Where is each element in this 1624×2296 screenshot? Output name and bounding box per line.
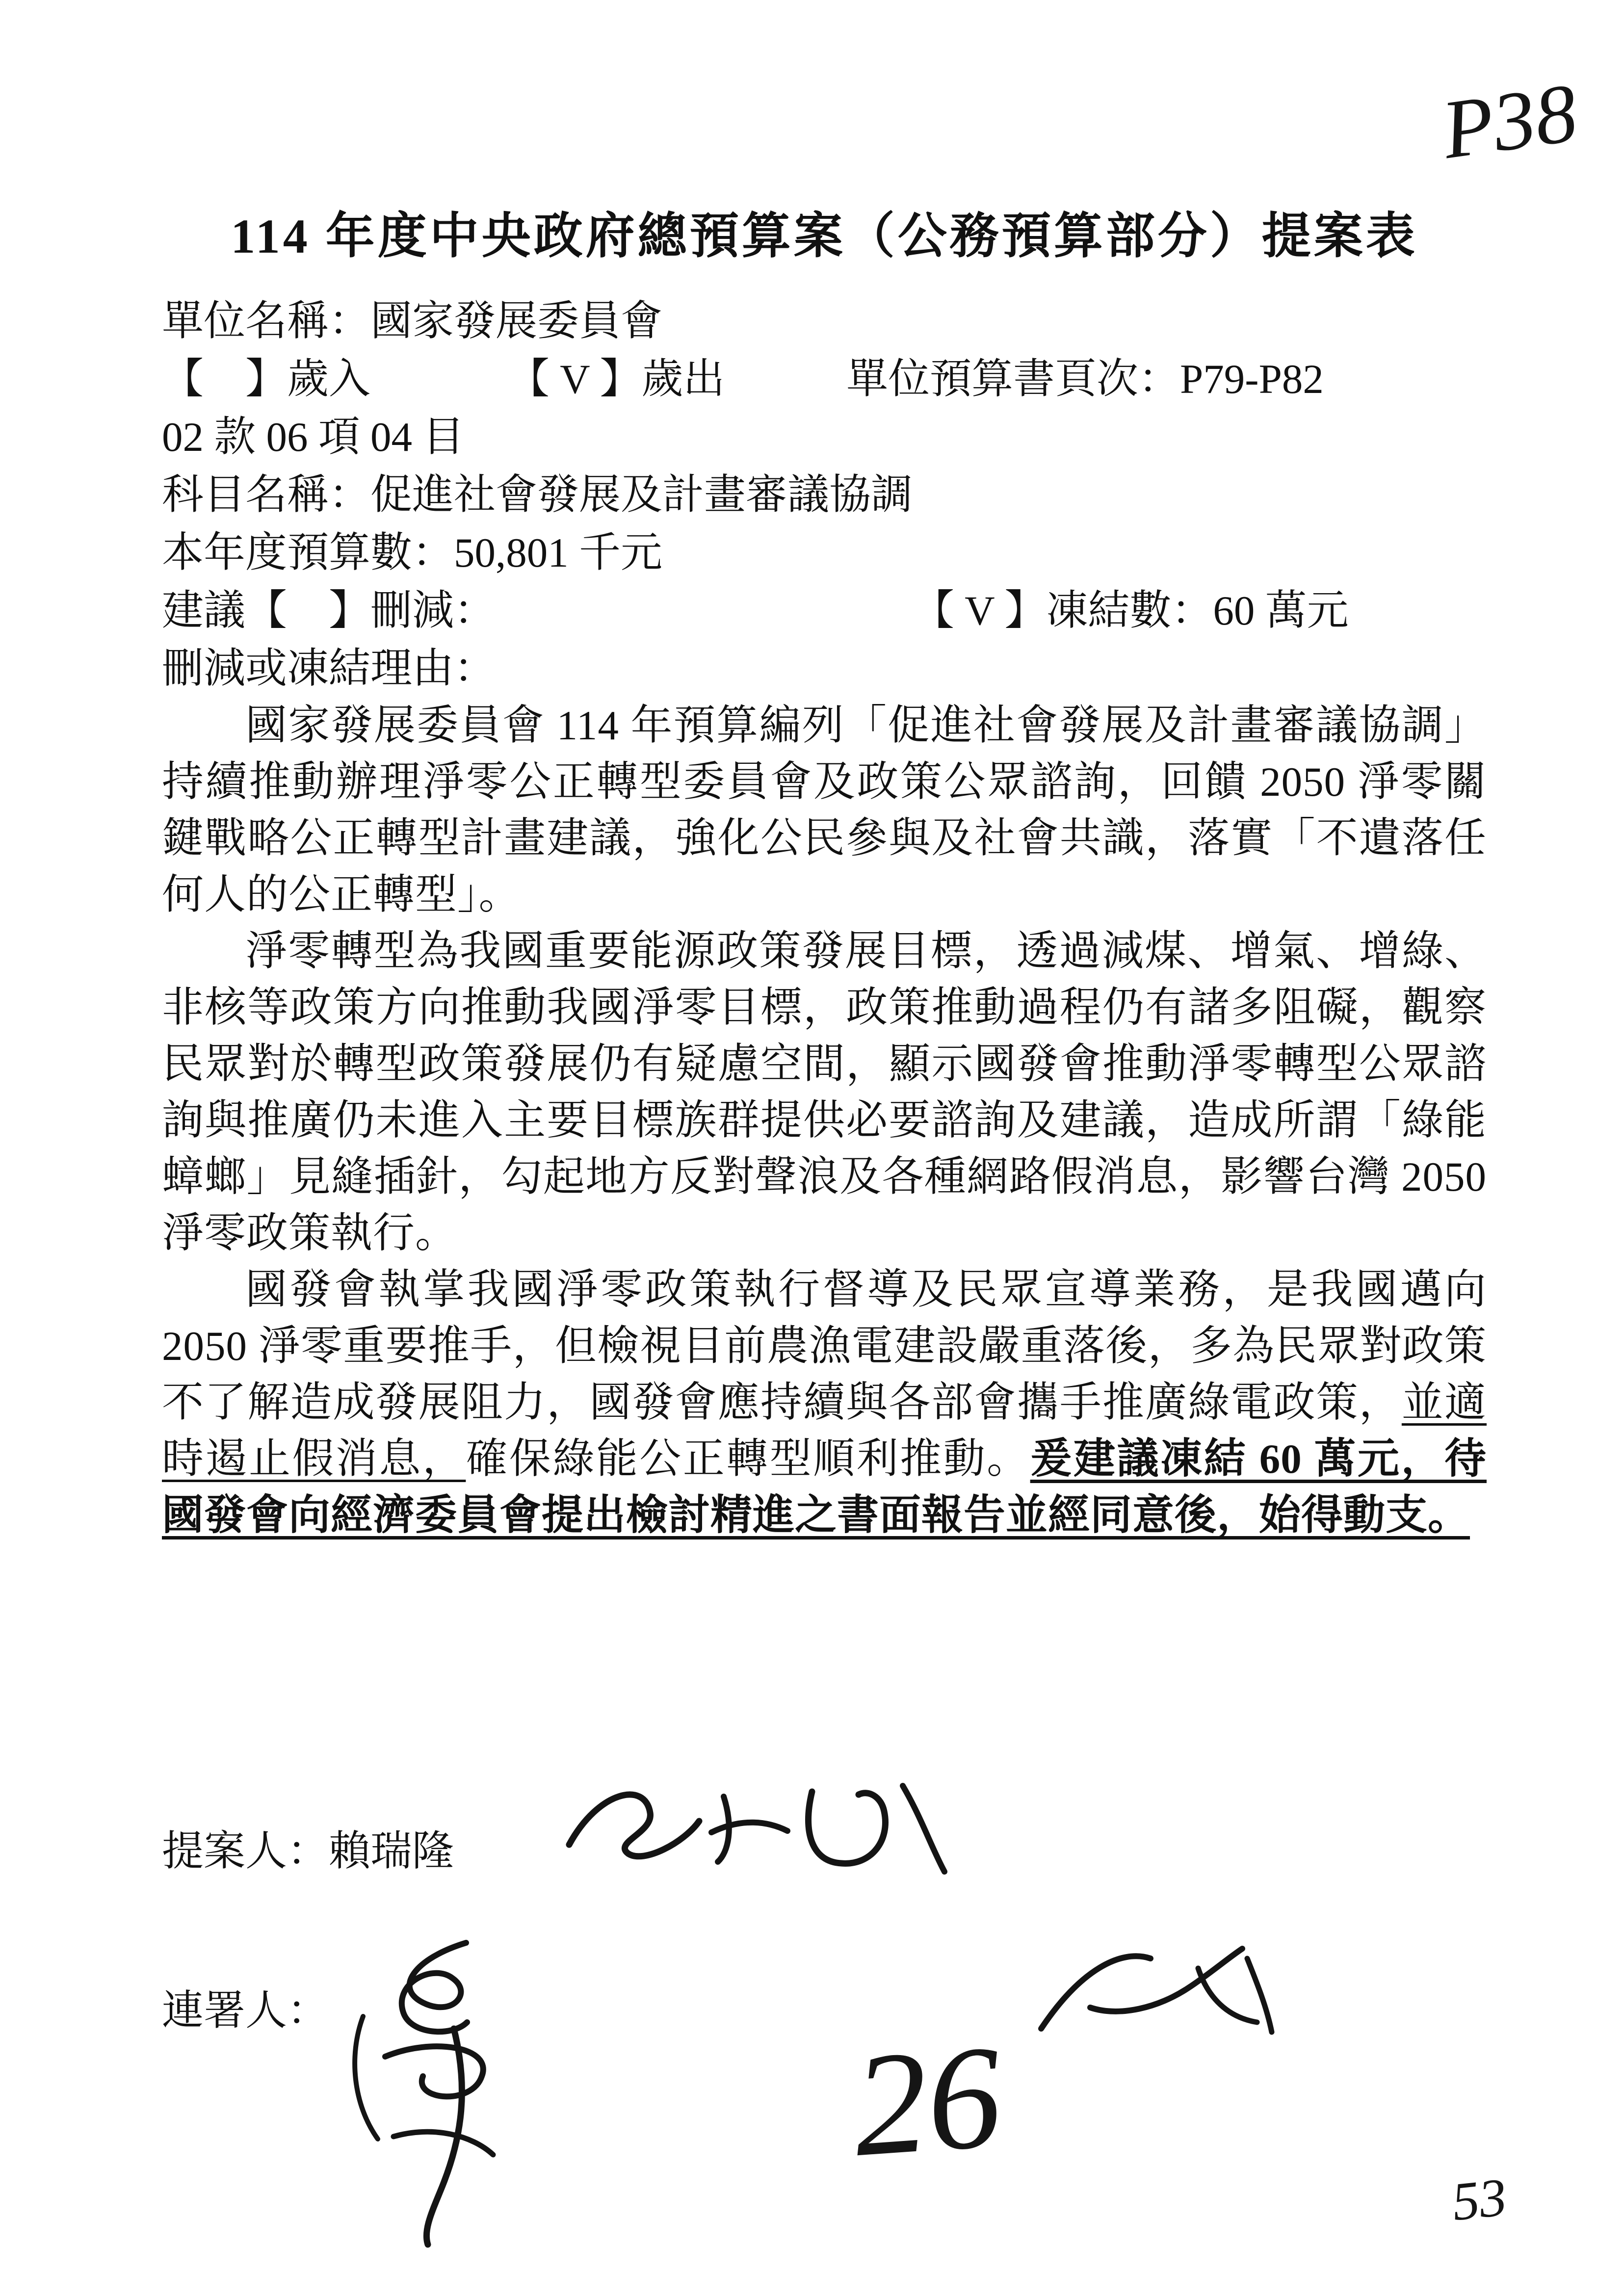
expense-checkbox: 【 V 】歲出 <box>508 356 725 402</box>
reason-paragraph-3 <box>162 1262 1487 1544</box>
cut-freeze-row <box>162 582 1487 640</box>
budget-book-page-ref: 單位預算書頁次：P79-P82 <box>846 356 1324 402</box>
secondary-signature <box>1021 1928 1295 2073</box>
unit-name-line: 單位名稱：國家發展委員會 <box>162 298 663 344</box>
freeze-checkbox: 【 V 】凍結數：60 萬元 <box>913 588 1349 634</box>
proposer-label: 提案人：賴瑞隆 <box>162 1828 454 1875</box>
revenue-checkbox: 【 】歲入 <box>162 356 371 402</box>
cosigner-signature <box>304 1928 608 2254</box>
reason-label-line: 刪減或凍結理由： <box>162 646 496 692</box>
reason-paragraph-1: 國家發展委員會 114 年預算編列「促進社會發展及計畫審議協調」持續推動辦理淨零公正轉型委員會及政策公眾諮詢，回饋 2050 淨零關鍵戰略公正轉型計畫建議，強化公民參與及社會共識，落實「不遺落任何人的公正轉型」。 <box>162 703 1487 918</box>
document-title: 114 年度中央政府總預算案（公務預算部分）提案表 <box>231 209 1418 263</box>
handwritten-bottom-right-note: 53 <box>1449 2166 1510 2232</box>
paragraph-3-underlined-text: 並適時遏止假消息， <box>162 1380 1487 1482</box>
paragraph-3-normal-text: 國發會執掌我國淨零政策執行督導及民眾宣導業務，是我國邁向 2050 淨零重要推手，但檢視目前農漁電建設嚴重落後，多為民眾對政策不了解造成發展阻力，國發會應持續與各部會攜手推廣綠電政策， <box>162 1267 1487 1426</box>
account-code-line: 02 款 06 項 04 目 <box>162 414 465 460</box>
handwritten-big-number: 26 <box>848 2014 1007 2188</box>
proposer-signature <box>554 1766 962 1891</box>
cosigner-label: 連署人： <box>162 1988 329 2034</box>
cut-checkbox: 建議【 】刪減： <box>162 588 496 634</box>
handwritten-top-right-note: P38 <box>1437 66 1583 177</box>
paragraph-3-freeze-motion-text: 爰建議凍結 60 萬元，待國發會向經濟委員會提出檢討精進之書面報告並經同意後，始得動支。 <box>162 1436 1487 1539</box>
reason-paragraph-2: 淨零轉型為我國重要能源政策發展目標，透過減煤、增氣、增綠、非核等政策方向推動我國淨零目標，政策推動過程仍有諸多阻礙，觀察民眾對於轉型政策發展仍有疑慮空間，顯示國發會推動淨零轉型公眾諮詢與推廣仍未進入主要目標族群提供必要諮詢及建議，造成所謂「綠能蟑螂」見縫插針，勾起地方反對聲浪及各種網路假消息，影響台灣 2050 淨零政策執行。 <box>162 928 1487 1256</box>
document-content <box>162 196 1487 1544</box>
budget-type-row <box>162 350 1487 408</box>
paragraph-3-normal-text-2: 確保綠能公正轉型順利推動。 <box>466 1436 1030 1482</box>
subject-name-line: 科目名稱：促進社會發展及計畫審議協調 <box>162 472 913 518</box>
budget-amount-line: 本年度預算數：50,801 千元 <box>162 530 663 576</box>
